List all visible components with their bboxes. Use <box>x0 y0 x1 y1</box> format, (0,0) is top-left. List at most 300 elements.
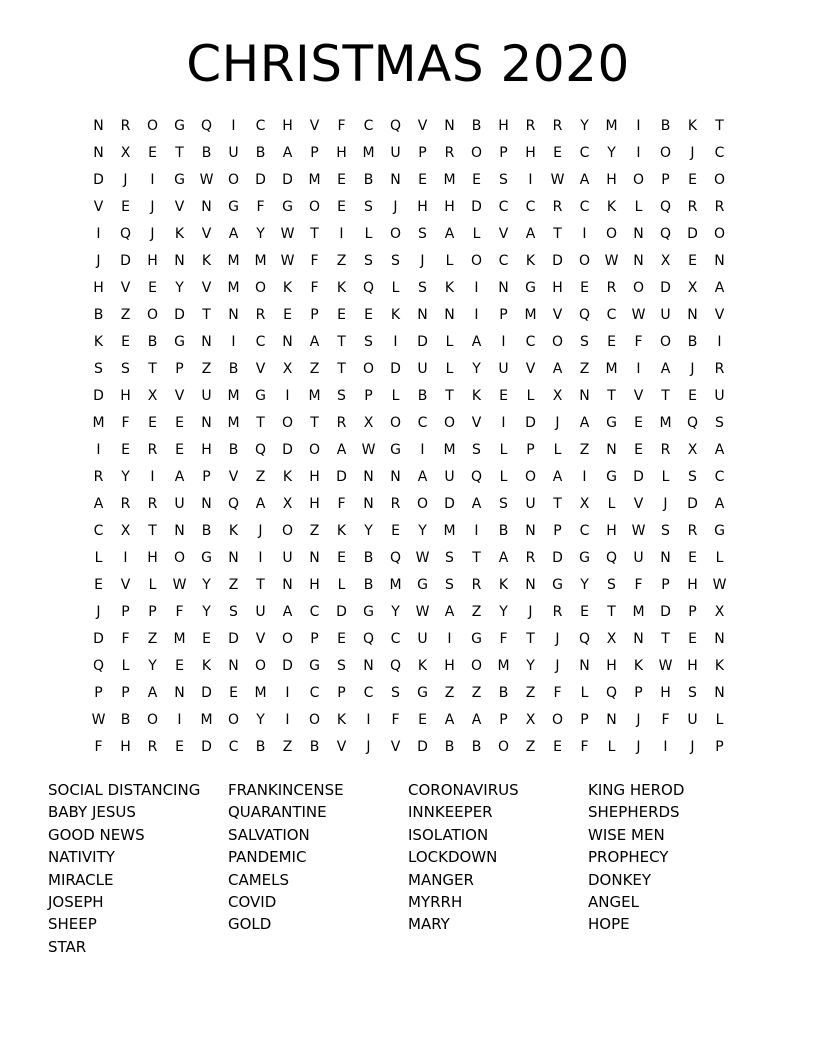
grid-letter: P <box>688 604 697 620</box>
grid-letter: N <box>498 280 509 296</box>
grid-letter: L <box>715 550 724 566</box>
grid-letter: B <box>687 334 698 350</box>
grid-letter: I <box>474 280 479 296</box>
grid-letter: K <box>336 523 347 539</box>
grid-letter: R <box>390 496 401 512</box>
grid-letter: I <box>150 172 155 188</box>
grid-letter: B <box>147 334 158 350</box>
grid-letter: O <box>281 631 294 647</box>
grid-letter: M <box>254 253 267 269</box>
grid-row <box>85 140 733 167</box>
grid-letter: N <box>525 577 536 593</box>
word-list-item: WISE MEN <box>588 825 665 844</box>
grid-letter: H <box>120 739 131 755</box>
grid-letter: U <box>174 496 185 512</box>
grid-letter: V <box>174 388 185 404</box>
grid-letter: S <box>499 172 508 188</box>
grid-letter: Y <box>202 577 211 593</box>
grid-letter: J <box>123 172 128 188</box>
grid-letter: H <box>309 496 320 512</box>
grid-letter: I <box>501 334 506 350</box>
grid-letter: A <box>579 415 590 431</box>
grid-letter: Z <box>579 361 590 377</box>
grid-letter: L <box>607 739 616 755</box>
grid-letter: F <box>580 739 589 755</box>
grid-letter: U <box>282 550 293 566</box>
grid-letter: C <box>363 685 374 701</box>
grid-letter: C <box>309 604 320 620</box>
grid-letter: U <box>525 496 536 512</box>
grid-letter: P <box>715 739 724 755</box>
grid-letter: G <box>606 469 617 485</box>
grid-letter: Y <box>175 280 184 296</box>
grid-letter: R <box>606 280 617 296</box>
grid-letter: I <box>96 226 101 242</box>
word-list-item: PANDEMIC <box>228 848 307 867</box>
grid-letter: G <box>471 631 482 647</box>
grid-letter: A <box>471 334 482 350</box>
grid-letter: D <box>687 496 698 512</box>
grid-letter: O <box>605 226 618 242</box>
grid-letter: O <box>362 361 375 377</box>
grid-letter: S <box>391 685 400 701</box>
grid-letter: D <box>471 199 482 215</box>
grid-letter: X <box>579 496 590 512</box>
grid-row <box>85 248 733 275</box>
grid-letter: G <box>525 280 536 296</box>
grid-letter: H <box>417 199 428 215</box>
grid-letter: W <box>361 442 376 458</box>
grid-letter: E <box>607 334 616 350</box>
grid-letter: A <box>471 496 482 512</box>
grid-letter: I <box>339 226 344 242</box>
grid-letter: Z <box>471 604 482 620</box>
grid-letter: K <box>633 658 644 674</box>
grid-letter: F <box>499 631 508 647</box>
grid-letter: E <box>121 334 130 350</box>
grid-row <box>85 653 733 680</box>
grid-letter: L <box>445 361 454 377</box>
grid-letter: C <box>714 145 725 161</box>
grid-letter: L <box>580 685 589 701</box>
grid-letter: Z <box>471 685 482 701</box>
grid-letter: E <box>499 388 508 404</box>
grid-letter: F <box>256 199 265 215</box>
grid-letter: L <box>499 469 508 485</box>
grid-letter: I <box>474 523 479 539</box>
grid-letter: Z <box>255 469 266 485</box>
grid-letter: A <box>444 226 455 242</box>
grid-letter: M <box>443 172 456 188</box>
word-list <box>48 779 788 958</box>
grid-letter: H <box>552 280 563 296</box>
grid-letter: M <box>605 118 618 134</box>
grid-row <box>85 545 733 572</box>
grid-letter: X <box>363 415 374 431</box>
grid-letter: Q <box>200 118 213 134</box>
grid-letter: E <box>121 442 130 458</box>
grid-letter: D <box>552 550 563 566</box>
grid-letter: G <box>579 550 590 566</box>
grid-row <box>85 707 733 734</box>
grid-letter: S <box>688 685 697 701</box>
grid-letter: B <box>255 145 266 161</box>
grid-letter: J <box>690 361 695 377</box>
grid-letter: G <box>282 199 293 215</box>
grid-letter: B <box>363 550 374 566</box>
grid-letter: C <box>255 334 266 350</box>
word-list-item: GOLD <box>228 915 272 934</box>
grid-row <box>85 680 733 707</box>
grid-letter: D <box>336 469 347 485</box>
grid-letter: K <box>201 253 212 269</box>
grid-letter: M <box>362 145 375 161</box>
grid-row <box>85 113 733 140</box>
grid-letter: C <box>606 307 617 323</box>
grid-letter: G <box>552 577 563 593</box>
grid-letter: N <box>633 253 644 269</box>
grid-letter: R <box>552 604 563 620</box>
grid-letter: A <box>93 496 104 512</box>
grid-letter: I <box>528 172 533 188</box>
grid-letter: E <box>121 199 130 215</box>
grid-letter: R <box>120 118 131 134</box>
grid-letter: U <box>714 388 725 404</box>
grid-letter: O <box>470 145 483 161</box>
grid-letter: C <box>363 118 374 134</box>
grid-letter: X <box>525 712 536 728</box>
grid-letter: G <box>417 577 428 593</box>
grid-letter: M <box>443 442 456 458</box>
grid-letter: C <box>579 199 590 215</box>
grid-letter: E <box>688 172 697 188</box>
grid-letter: D <box>282 442 293 458</box>
grid-letter: T <box>661 631 670 647</box>
grid-letter: H <box>336 145 347 161</box>
grid-letter: Z <box>336 253 347 269</box>
grid-letter: Q <box>227 496 240 512</box>
grid-letter: N <box>201 415 212 431</box>
grid-letter: G <box>390 442 401 458</box>
grid-letter: S <box>337 658 346 674</box>
grid-letter: B <box>228 442 239 458</box>
grid-letter: J <box>96 604 101 620</box>
grid-letter: Y <box>364 523 373 539</box>
grid-letter: C <box>714 469 725 485</box>
grid-letter: S <box>607 577 616 593</box>
grid-letter: K <box>444 280 455 296</box>
grid-letter: B <box>498 685 509 701</box>
grid-letter: M <box>497 658 510 674</box>
grid-letter: P <box>499 712 508 728</box>
grid-letter: N <box>174 685 185 701</box>
grid-letter: T <box>310 415 319 431</box>
grid-letter: V <box>714 307 725 323</box>
grid-letter: M <box>254 685 267 701</box>
word-list-item: COVID <box>228 892 277 911</box>
grid-letter: B <box>255 739 266 755</box>
grid-letter: X <box>714 604 725 620</box>
grid-row <box>85 464 733 491</box>
grid-letter: Z <box>201 361 212 377</box>
grid-letter: F <box>94 739 103 755</box>
grid-letter: B <box>471 118 482 134</box>
word-list-item: MIRACLE <box>48 870 114 889</box>
grid-letter: Q <box>659 226 672 242</box>
word-list-item: QUARANTINE <box>228 803 327 822</box>
grid-letter: D <box>552 253 563 269</box>
grid-letter: D <box>93 388 104 404</box>
grid-letter: G <box>201 550 212 566</box>
grid-letter: J <box>528 604 533 620</box>
grid-letter: T <box>256 577 265 593</box>
grid-letter: O <box>416 496 429 512</box>
grid-letter: K <box>201 658 212 674</box>
grid-letter: I <box>636 361 641 377</box>
grid-letter: I <box>285 712 290 728</box>
grid-letter: M <box>308 172 321 188</box>
grid-letter: V <box>255 361 266 377</box>
grid-letter: F <box>661 712 670 728</box>
grid-letter: H <box>93 280 104 296</box>
grid-letter: C <box>93 523 104 539</box>
grid-letter: W <box>631 307 646 323</box>
grid-letter: J <box>636 712 641 728</box>
grid-letter: H <box>606 172 617 188</box>
grid-letter: W <box>604 253 619 269</box>
grid-letter: A <box>552 469 563 485</box>
word-list-item: CORONAVIRUS <box>408 781 519 799</box>
grid-letter: I <box>393 334 398 350</box>
grid-letter: F <box>391 712 400 728</box>
grid-letter: Z <box>147 631 158 647</box>
grid-letter: H <box>525 145 536 161</box>
grid-letter: L <box>121 658 130 674</box>
grid-letter: P <box>121 604 130 620</box>
grid-letter: R <box>525 550 536 566</box>
grid-letter: D <box>282 172 293 188</box>
grid-letter: R <box>444 145 455 161</box>
grid-letter: A <box>552 361 563 377</box>
grid-letter: O <box>470 253 483 269</box>
grid-letter: L <box>661 469 670 485</box>
grid-letter: H <box>687 658 698 674</box>
grid-letter: Q <box>362 631 375 647</box>
grid-letter: N <box>714 631 725 647</box>
word-list-item: INNKEEPER <box>408 803 493 822</box>
grid-letter: U <box>417 631 428 647</box>
grid-letter: B <box>444 739 455 755</box>
grid-letter: T <box>715 118 724 134</box>
grid-letter: Y <box>580 577 589 593</box>
grid-letter: I <box>582 226 587 242</box>
grid-letter: Z <box>120 307 131 323</box>
grid-letter: T <box>148 361 157 377</box>
grid-letter: G <box>417 685 428 701</box>
grid-letter: M <box>389 577 402 593</box>
grid-letter: F <box>337 496 346 512</box>
grid-letter: V <box>120 280 131 296</box>
word-list-item: MYRRH <box>408 892 463 911</box>
grid-letter: J <box>150 199 155 215</box>
grid-letter: L <box>607 496 616 512</box>
grid-letter: L <box>715 712 724 728</box>
grid-letter: Q <box>389 550 402 566</box>
grid-letter: A <box>336 442 347 458</box>
grid-letter: O <box>281 415 294 431</box>
grid-letter: E <box>229 685 238 701</box>
grid-letter: E <box>337 550 346 566</box>
grid-letter: B <box>120 712 131 728</box>
grid-letter: Z <box>309 361 320 377</box>
grid-letter: N <box>363 496 374 512</box>
grid-letter: O <box>389 415 402 431</box>
grid-letter: Y <box>148 658 157 674</box>
grid-letter: B <box>93 307 104 323</box>
grid-letter: J <box>555 415 560 431</box>
grid-letter: L <box>445 334 454 350</box>
grid-letter: J <box>393 199 398 215</box>
grid-letter: M <box>227 415 240 431</box>
grid-letter: Y <box>526 658 535 674</box>
grid-letter: S <box>364 253 373 269</box>
grid-letter: U <box>660 307 671 323</box>
grid-letter: O <box>713 172 726 188</box>
grid-letter: I <box>663 739 668 755</box>
grid-letter: U <box>687 712 698 728</box>
grid-letter: C <box>498 199 509 215</box>
grid-letter: O <box>254 658 267 674</box>
grid-letter: K <box>93 334 104 350</box>
grid-letter: B <box>363 577 374 593</box>
grid-letter: S <box>661 523 670 539</box>
grid-letter: N <box>228 307 239 323</box>
grid-letter: N <box>525 523 536 539</box>
grid-letter: N <box>309 550 320 566</box>
grid-letter: P <box>580 712 589 728</box>
grid-letter: R <box>471 577 482 593</box>
grid-letter: O <box>551 334 564 350</box>
grid-letter: H <box>201 442 212 458</box>
grid-letter: Q <box>686 415 699 431</box>
grid-letter: E <box>175 442 184 458</box>
grid-letter: B <box>201 523 212 539</box>
grid-letter: T <box>148 523 157 539</box>
grid-letter: O <box>659 334 672 350</box>
grid-letter: M <box>200 712 213 728</box>
grid-letter: A <box>309 334 320 350</box>
grid-letter: E <box>391 523 400 539</box>
grid-letter: Y <box>580 118 589 134</box>
grid-letter: Q <box>605 550 618 566</box>
grid-letter: C <box>309 685 320 701</box>
grid-letter: E <box>175 658 184 674</box>
grid-letter: E <box>148 280 157 296</box>
grid-letter: H <box>687 577 698 593</box>
grid-letter: Q <box>578 307 591 323</box>
grid-letter: N <box>363 658 374 674</box>
grid-letter: C <box>525 334 536 350</box>
grid-letter: O <box>524 469 537 485</box>
grid-letter: Q <box>119 226 132 242</box>
grid-letter: I <box>582 469 587 485</box>
grid-letter: J <box>420 253 425 269</box>
grid-letter: W <box>199 172 214 188</box>
grid-letter: X <box>606 631 617 647</box>
grid-letter: H <box>606 523 617 539</box>
grid-letter: V <box>93 199 104 215</box>
grid-letter: J <box>150 226 155 242</box>
grid-letter: D <box>417 739 428 755</box>
grid-letter: K <box>498 577 509 593</box>
grid-letter: F <box>121 631 130 647</box>
grid-letter: R <box>147 442 158 458</box>
word-list-item: JOSEPH <box>48 892 104 911</box>
grid-letter: G <box>606 415 617 431</box>
grid-letter: W <box>550 172 565 188</box>
grid-letter: V <box>525 361 536 377</box>
grid-letter: C <box>498 253 509 269</box>
grid-letter: P <box>148 604 157 620</box>
grid-letter: P <box>499 307 508 323</box>
grid-letter: O <box>470 658 483 674</box>
grid-letter: Q <box>362 280 375 296</box>
grid-letter: P <box>553 523 562 539</box>
grid-letter: M <box>92 415 105 431</box>
grid-letter: T <box>337 361 346 377</box>
grid-letter: H <box>498 118 509 134</box>
grid-letter: U <box>417 361 428 377</box>
grid-letter: T <box>472 550 481 566</box>
grid-letter: V <box>201 226 212 242</box>
letter-grid <box>85 113 733 761</box>
grid-letter: N <box>660 550 671 566</box>
grid-letter: P <box>310 631 319 647</box>
grid-letter: S <box>364 199 373 215</box>
grid-letter: L <box>364 226 373 242</box>
grid-letter: R <box>336 415 347 431</box>
grid-letter: O <box>632 172 645 188</box>
grid-letter: L <box>94 550 103 566</box>
word-list-item: SALVATION <box>228 825 310 844</box>
grid-row <box>85 221 733 248</box>
grid-row <box>85 194 733 221</box>
grid-letter: O <box>551 712 564 728</box>
grid-letter: D <box>525 415 536 431</box>
grid-letter: B <box>309 739 320 755</box>
grid-letter: P <box>202 469 211 485</box>
grid-letter: T <box>526 631 535 647</box>
grid-letter: H <box>309 577 320 593</box>
grid-letter: D <box>660 604 671 620</box>
word-list-item: SOCIAL DISTANCING <box>48 781 201 799</box>
grid-row <box>85 167 733 194</box>
grid-letter: D <box>417 334 428 350</box>
grid-letter: D <box>390 361 401 377</box>
grid-letter: G <box>174 334 185 350</box>
grid-letter: A <box>174 469 185 485</box>
grid-letter: O <box>146 118 159 134</box>
grid-letter: X <box>660 253 671 269</box>
grid-letter: A <box>282 145 293 161</box>
grid-letter: W <box>415 550 430 566</box>
grid-letter: V <box>174 199 185 215</box>
grid-letter: V <box>498 226 509 242</box>
grid-letter: I <box>447 631 452 647</box>
grid-letter: Q <box>578 631 591 647</box>
grid-letter: H <box>606 658 617 674</box>
grid-letter: K <box>336 712 347 728</box>
